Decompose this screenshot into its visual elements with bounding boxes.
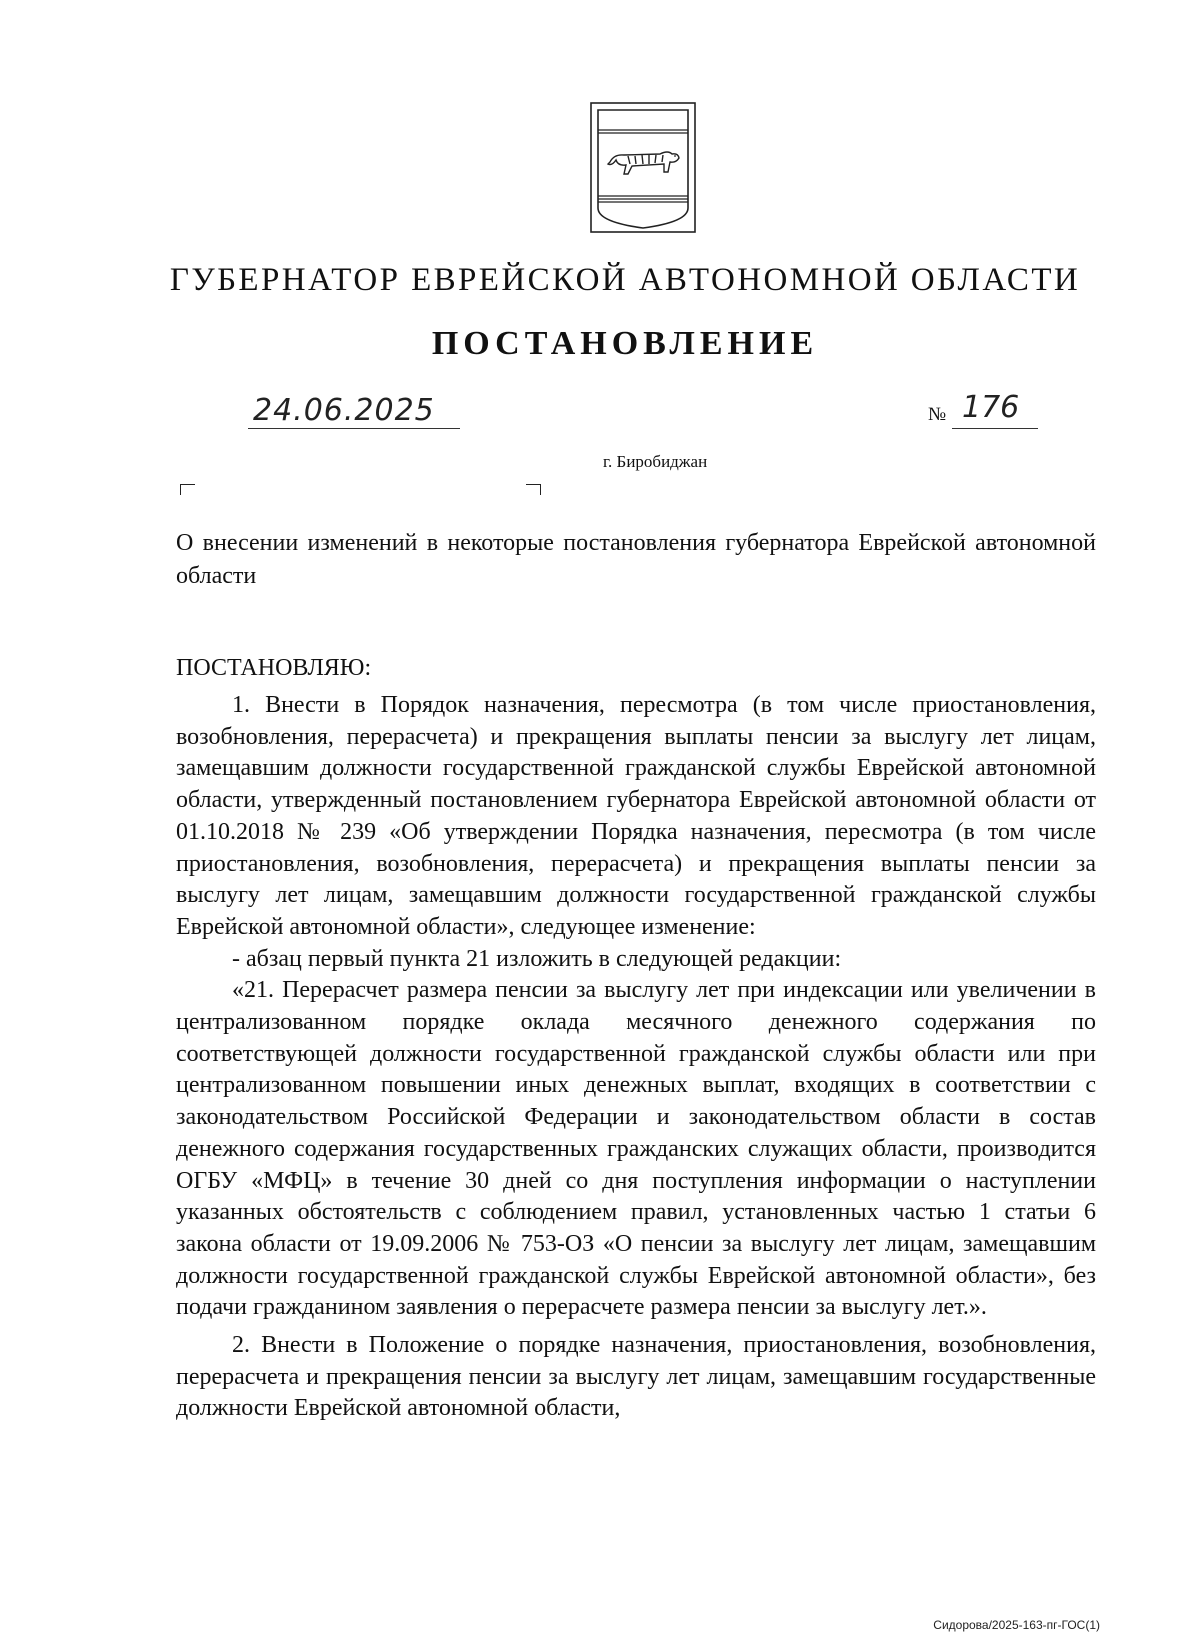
document-subject: О внесении изменений в некоторые постановления губернатора Еврейской автономной области [176,530,1096,589]
paragraph-item-2: 2. Внести в Положение о порядке назначения, приостановления, возобновления, перерасчета и прекращения пенсии за выслугу лет лицам, замещавшим государственные должности Еврейской автономной области, [176,1332,1096,1422]
decree-heading: ПОСТАНОВЛЯЮ: [176,655,372,681]
document-type: ПОСТАНОВЛЕНИЕ [431,325,819,362]
paragraph-quoted-clause: «21. Перерасчет размера пенсии за выслугу лет при индексации или увеличении в централизованном порядке оклада месячного денежного содержания по соответствующей должности государственной гражданской службы области или при централизованном повышении иных денежных выплат, входящих в соответствии с законодательством Российской Федерации и законодательством области в состав денежного содержания государственных гражданских служащих области, производится ОГБУ «МФЦ» в течение 30 дней со дня поступления информации о наступлении указанных обстоятельств с соблюдением правил, установленных частью 1 статьи 6 закона области от 19.09.2006 № 753-ОЗ «О пенсии за выслугу лет лицам, замещавшим должности государственной гражданской службы Еврейской автономной области», без подачи гражданином заявления о перерасчете размера пенсии за выслугу лет.». [176,977,1096,1321]
paragraph-amendment-intro: - абзац первый пункта 21 изложить в следующей редакции: [232,945,842,972]
handwritten-number: 176 [962,390,1020,425]
date-underline [248,428,460,429]
handwritten-date: 24.06.2025 [253,393,435,428]
city-name: г. Биробиджан [603,452,708,471]
coat-of-arms-icon [588,100,698,235]
bracket-right-icon [526,484,541,495]
number-label: № [928,404,947,425]
document-body [176,690,1096,1425]
number-underline [952,428,1038,429]
document-footer-reference: Сидорова/2025-163-пг-ГОС(1) [933,1618,1100,1632]
paragraph-item-1: 1. Внести в Порядок назначения, пересмотра (в том числе приостановления, возобновления, перерасчета) и прекращения выплаты пенсии за выслугу лет лицам, замещавшим должности государственной гражданской службы Еврейской автономной области, утвержденный постановлением губернатора Еврейской автономной области от 01.10.2018 № 239 «Об утверждении Порядка назначения, пересмотра (в том числе приостановления, возобновления, перерасчета) и прекращения выплаты пенсии за выслугу лет лицам, замещавшим должности государственной гражданской службы Еврейской автономной области», следующее изменение: [176,692,1096,940]
bracket-left-icon [180,484,195,495]
issuing-authority: ГУБЕРНАТОР ЕВРЕЙСКОЙ АВТОНОМНОЙ ОБЛАСТИ [169,262,1081,298]
